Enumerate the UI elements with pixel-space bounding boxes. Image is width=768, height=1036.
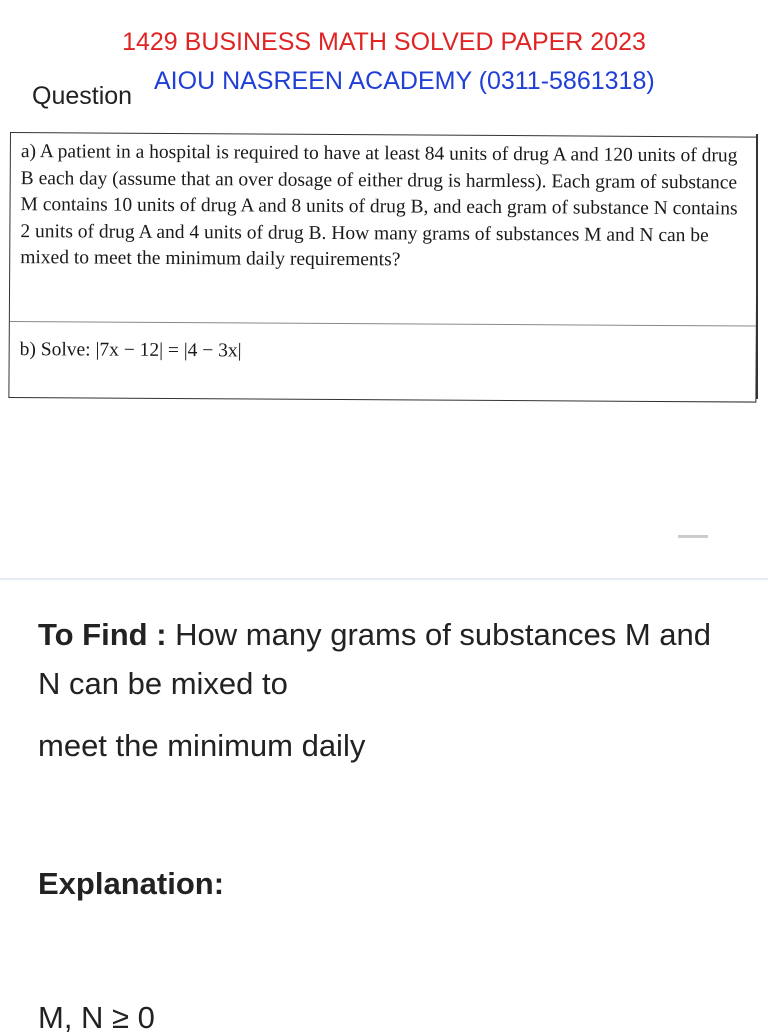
question-part-a: a) A patient in a hospital is required to have at least 84 units of drug A and 120 units of drug B each day (assume that an over dosage of either drug is harmless). Each gram of substance M contains 10 units of drug A and 8 units of drug B, and each gram of substance N contains 2 units of drug A and 4 units of drug B. How many grams of substances M and N can be mixed to meet the minimum daily requirements? [20, 141, 738, 271]
scanned-question-box [8, 132, 758, 403]
to-find-label: To Find : [38, 617, 167, 652]
explanation-first-line: M, N ≥ 0 [38, 1000, 155, 1035]
question-divider [10, 321, 756, 327]
explanation-heading: Explanation: [38, 866, 225, 901]
to-find-block [38, 610, 728, 708]
to-find-text: How many grams of substances M and N can be mixed to [38, 617, 712, 701]
scan-border-right [756, 134, 758, 399]
question-label: Question [32, 82, 133, 110]
section-separator [0, 578, 768, 580]
question-part-b: b) Solve: |7x − 12| = |4 − 3x| [19, 339, 242, 362]
watermark-mark [678, 535, 708, 538]
to-find-text-continued: meet the minimum daily [38, 728, 366, 763]
academy-name: AIOU NASREEN ACADEMY (0311-5861318) [154, 67, 655, 95]
paper-title: 1429 BUSINESS MATH SOLVED PAPER 2023 [122, 28, 646, 56]
